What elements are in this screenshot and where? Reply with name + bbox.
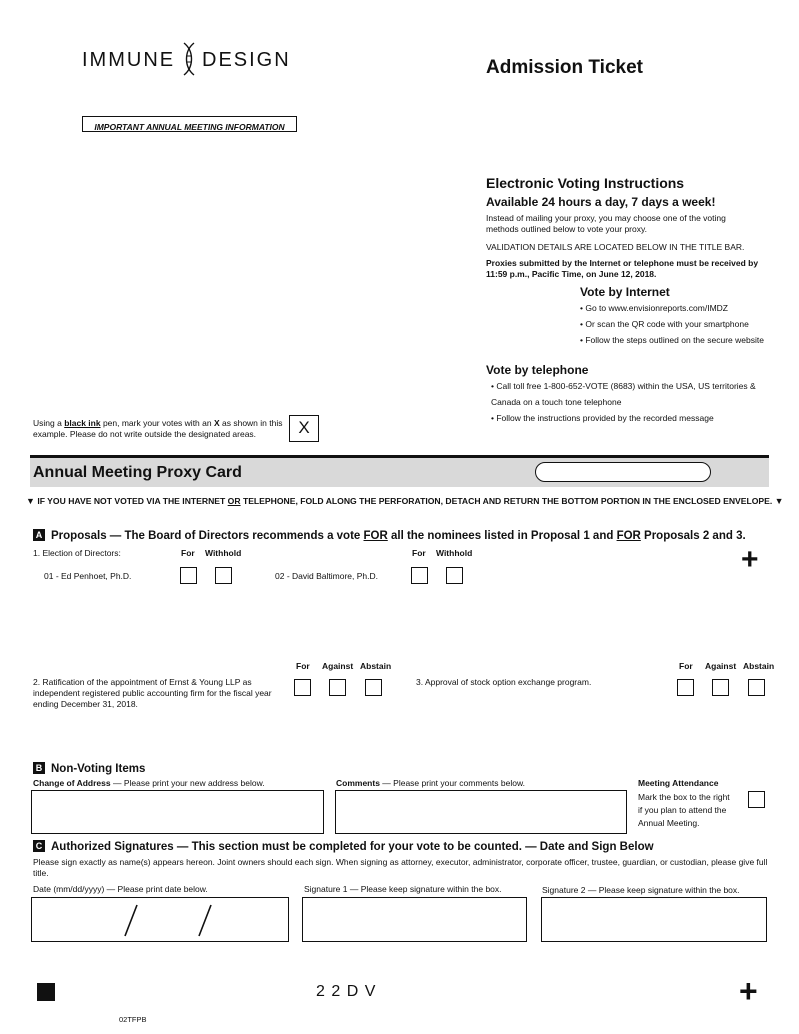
phone-steps <box>491 378 781 426</box>
internet-steps <box>580 300 795 348</box>
section-b-heading: B Non-Voting Items <box>33 762 145 775</box>
signature-instructions: Please sign exactly as name(s) appears hereon. Joint owners should each sign. When signing as attorney, executor, administrator, corporate officer, trustee, guardian, or custodian, please give full title. <box>33 857 768 878</box>
form-id: 02TFPB <box>119 1015 147 1024</box>
section-a-heading: A Proposals — The Board of Directors recommends a vote FOR all the nominees listed in Proposal 1 and FOR Proposals 2 and 3. <box>33 529 746 542</box>
proposal-2-text: 2. Ratification of the appointment of Ernst & Young LLP as independent registered public accounting firm for the fiscal year ending December 31, 2018. <box>33 677 272 709</box>
nominee-01-label: 01 - Ed Penhoet, Ph.D. <box>44 571 132 581</box>
black-ink-text: black ink <box>64 418 101 428</box>
section-letter-c: C <box>33 840 45 852</box>
date-field[interactable] <box>31 897 289 942</box>
title-bar <box>30 455 769 487</box>
registration-square-mark <box>37 983 55 1001</box>
list-item: • Follow the steps outlined on the secure website <box>580 335 764 345</box>
proposal-2-for-checkbox[interactable] <box>294 679 311 696</box>
comments-field[interactable] <box>335 790 627 834</box>
nominee-01-for-checkbox[interactable] <box>180 567 197 584</box>
voting-heading: Electronic Voting Instructions <box>486 175 685 191</box>
registration-plus-mark: + <box>741 543 759 576</box>
nominee-02-for-checkbox[interactable] <box>411 567 428 584</box>
meeting-attendance-checkbox[interactable] <box>748 791 765 808</box>
col-withhold: Withhold <box>205 548 242 558</box>
proposal-3-for-checkbox[interactable] <box>677 679 694 696</box>
form-code: 2 2 D V <box>316 983 377 1000</box>
phone-heading: Vote by telephone <box>486 363 589 377</box>
proposal-3-abstain-checkbox[interactable] <box>748 679 765 696</box>
signature-1-label: Signature 1 — Please keep signature within the box. <box>304 884 502 894</box>
meeting-attendance-note: Mark the box to the right if you plan to attend the Annual Meeting. <box>638 792 730 828</box>
nominee-01-withhold-checkbox[interactable] <box>215 567 232 584</box>
important-info-label: IMPORTANT ANNUAL MEETING INFORMATION <box>82 116 297 132</box>
change-of-address-label: Change of Address — Please print your new address below. <box>33 778 265 788</box>
company-logo <box>82 44 297 76</box>
date-separator-slashes <box>32 898 290 943</box>
logo-helix-icon <box>177 42 201 76</box>
validation-note: VALIDATION DETAILS ARE LOCATED BELOW IN THE TITLE BAR. <box>486 242 745 252</box>
voting-intro: Instead of mailing your proxy, you may choose one of the voting methods outlined below to vote your proxy. <box>486 213 726 234</box>
col-for: For <box>296 661 310 671</box>
election-label: 1. Election of Directors: <box>33 548 121 558</box>
section-letter-a: A <box>33 529 45 541</box>
section-letter-b: B <box>33 762 45 774</box>
proposal-2-abstain-checkbox[interactable] <box>365 679 382 696</box>
internet-heading: Vote by Internet <box>580 285 670 299</box>
signature-2-label: Signature 2 — Please keep signature within the box. <box>542 885 740 895</box>
col-for: For <box>679 661 693 671</box>
col-for: For <box>181 548 195 558</box>
page-title: Admission Ticket <box>486 57 643 78</box>
col-against: Against <box>705 661 737 671</box>
marking-instructions: Using a black ink pen, mark your votes with an X as shown in this example. Please do not write outside the designated areas. <box>33 418 283 439</box>
example-mark-box: X <box>289 415 319 442</box>
nominee-02-label: 02 - David Baltimore, Ph.D. <box>275 571 378 581</box>
fold-arrow-right-icon: ▼ <box>774 496 784 506</box>
fold-instruction: ▼ IF YOU HAVE NOT VOTED VIA THE INTERNET OR TELEPHONE, FOLD ALONG THE PERFORATION, DETACH AND RETURN THE BOTTOM PORTION IN THE ENCLOSED ENVELOPE. ▼ <box>26 496 784 506</box>
change-of-address-field[interactable] <box>31 790 324 834</box>
validation-field <box>535 462 711 482</box>
proxy-card-title: Annual Meeting Proxy Card <box>33 464 242 481</box>
signature-2-field[interactable] <box>541 897 767 942</box>
section-c-heading: C Authorized Signatures — This section must be completed for your vote to be counted. — Date and Sign Below <box>33 840 654 853</box>
proposal-3-text: 3. Approval of stock option exchange program. <box>416 677 592 687</box>
list-item: • Go to www.envisionreports.com/IMDZ <box>580 303 728 313</box>
comments-label: Comments — Please print your comments below. <box>336 778 525 788</box>
list-item: • Follow the instructions provided by the recorded message <box>491 413 714 423</box>
signature-1-field[interactable] <box>302 897 527 942</box>
logo-text-left: IMMUNE <box>82 49 176 71</box>
list-item: • Call toll free 1-800-652-VOTE (8683) within the USA, US territories & Canada on a touch tone telephone <box>491 381 756 407</box>
nominee-02-withhold-checkbox[interactable] <box>446 567 463 584</box>
col-withhold: Withhold <box>436 548 473 558</box>
voting-subheading: Available 24 hours a day, 7 days a week! <box>486 195 716 209</box>
meeting-attendance-label: Meeting Attendance <box>638 778 719 788</box>
logo-text-right: DESIGN <box>202 49 291 71</box>
col-abstain: Abstain <box>360 661 392 671</box>
col-against: Against <box>322 661 354 671</box>
date-label: Date (mm/dd/yyyy) — Please print date below. <box>33 884 208 894</box>
proposal-3-against-checkbox[interactable] <box>712 679 729 696</box>
col-for: For <box>412 548 426 558</box>
list-item: • Or scan the QR code with your smartphone <box>580 319 749 329</box>
registration-plus-mark: + <box>739 973 758 1009</box>
deadline-note: Proxies submitted by the Internet or telephone must be received by 11:59 p.m., Pacific Time, on June 12, 2018. <box>486 258 759 279</box>
col-abstain: Abstain <box>743 661 775 671</box>
proposal-2-against-checkbox[interactable] <box>329 679 346 696</box>
fold-arrow-left-icon: ▼ <box>26 496 35 506</box>
